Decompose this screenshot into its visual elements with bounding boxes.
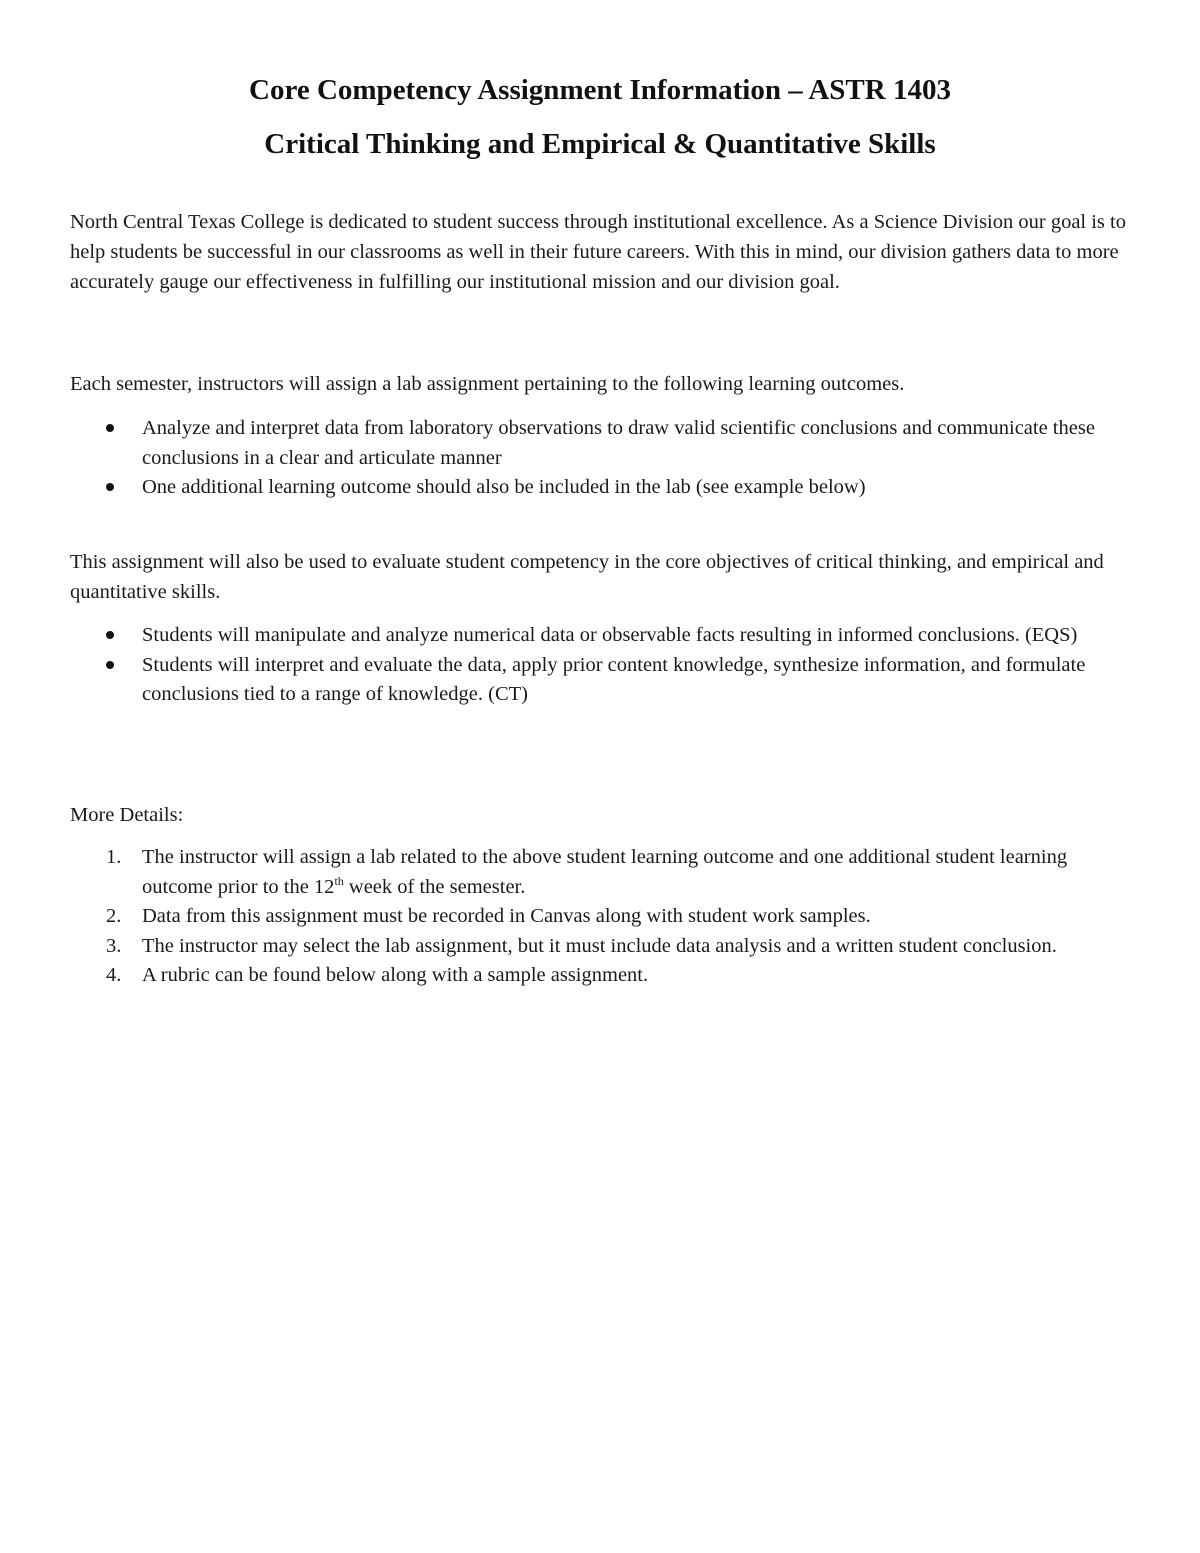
outcomes-intro-paragraph: Each semester, instructors will assign a lab assignment pertaining to the following learning outcomes.	[70, 373, 905, 395]
list-item	[70, 961, 1140, 991]
list-item	[70, 932, 1140, 962]
document-subtitle: Critical Thinking and Empirical & Quantitative Skills	[264, 128, 936, 160]
list-item-text: Data from this assignment must be recorded in Canvas along with student work samples.	[142, 905, 871, 927]
list-item-text: Students will interpret and evaluate the data, apply prior content knowledge, synthesize information, and formulate conclusions tied to a range of knowledge. (CT)	[142, 653, 1086, 705]
more-details-heading: More Details:	[70, 804, 184, 826]
list-item	[70, 473, 1140, 503]
list-item	[70, 902, 1140, 932]
bullet-icon	[106, 631, 114, 639]
list-item-text-part: week of the semester.	[343, 875, 526, 898]
list-item	[70, 651, 1140, 710]
list-item-text-part: The instructor will assign a lab related to the above student learning outcome and one additional student learning outcome prior to the 12	[142, 846, 1068, 898]
list-item	[70, 621, 1140, 651]
core-objectives-intro-paragraph: This assignment will also be used to evaluate student competency in the core objectives of critical thinking, and empirical and quantitative skills.	[70, 551, 1104, 603]
list-item	[70, 414, 1140, 473]
ordinal-superscript: th	[334, 873, 344, 888]
list-item-number: 2.	[106, 905, 122, 927]
core-objectives-list	[70, 621, 1140, 710]
list-item-text	[142, 846, 1067, 898]
more-details-list	[70, 843, 1140, 991]
list-item-text: One additional learning outcome should also be included in the lab (see example below)	[142, 476, 866, 498]
list-item-number: 4.	[106, 964, 122, 986]
intro-paragraph: North Central Texas College is dedicated to student success through institutional excellence. As a Science Division our goal is to help students be successful in our classrooms as well in their future careers. With this in mind, our division gathers data to more accurately gauge our effectiveness in fulfilling our institutional mission and our division goal.	[70, 211, 1126, 293]
bullet-icon	[106, 661, 114, 669]
bullet-icon	[106, 424, 114, 432]
list-item-text: Analyze and interpret data from laboratory observations to draw valid scientific conclusions and communicate these conclusions in a clear and articulate manner	[142, 417, 1095, 469]
document-title: Core Competency Assignment Information – ASTR 1403	[249, 74, 951, 106]
learning-outcomes-list	[70, 414, 1140, 503]
list-item	[70, 843, 1140, 902]
list-item-text: The instructor may select the lab assignment, but it must include data analysis and a written student conclusion.	[142, 934, 1057, 957]
list-item-text: Students will manipulate and analyze numerical data or observable facts resulting in informed conclusions. (EQS)	[142, 624, 1078, 646]
list-item-number: 1.	[106, 846, 122, 868]
list-item-text: A rubric can be found below along with a sample assignment.	[142, 964, 649, 986]
list-item-number: 3.	[106, 934, 122, 957]
bullet-icon	[106, 483, 114, 491]
